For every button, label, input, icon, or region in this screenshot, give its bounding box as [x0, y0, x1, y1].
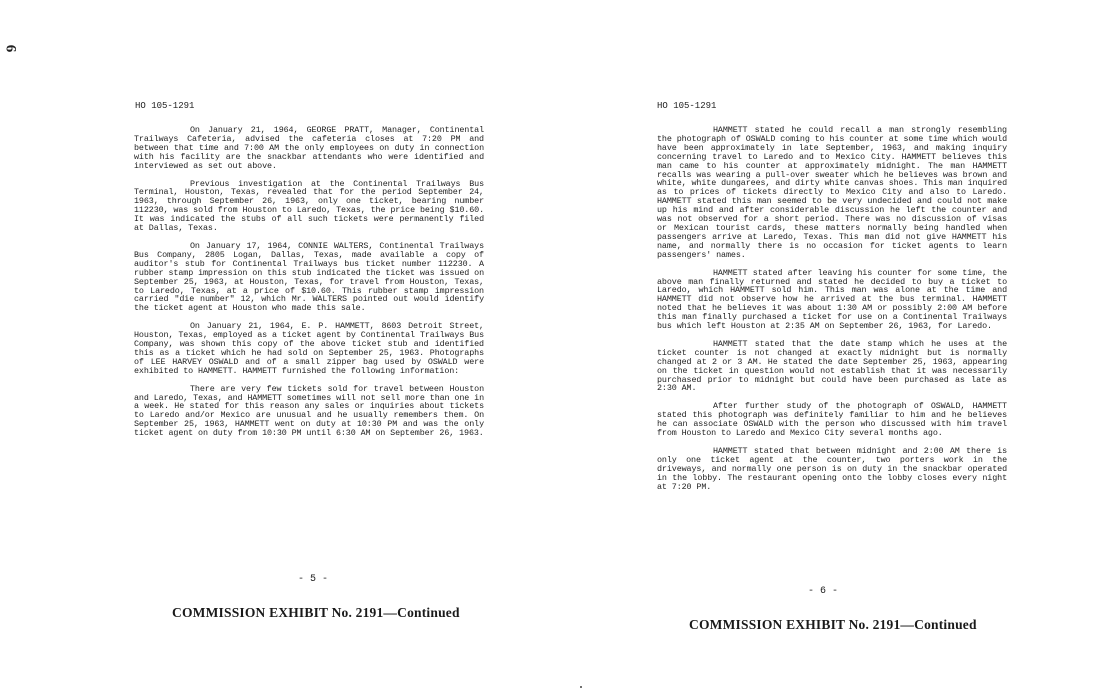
margin-page-number: 6	[2, 44, 19, 53]
scan-speck	[580, 686, 582, 688]
paragraph: HAMMETT stated that the date stamp which he uses at the ticket counter is not changed at exactly midnight but is normally changed at 2 or 3 AM. He stated the date September 25, 1963, appearing on the ticket in question would not establish that it was necessarily purchased prior to midnight but could have been purchased as late as 2:30 AM.	[657, 338, 1007, 394]
paragraph: On January 21, 1964, E. P. HAMMETT, 8603 Detroit Street, Houston, Texas, employed as a ticket agent by Continental Trailways Bus Company, was shown this copy of the above ticket stub and identified this as a ticket which he had sold on September 25, 1963. Photographs of LEE HARVEY OSWALD and of a small zipper bag used by OSWALD were exhibited to HAMMETT. HAMMETT furnished the following information:	[134, 321, 484, 376]
paragraph: Previous investigation at the Continental Trailways Bus Terminal, Houston, Texas, revealed that for the period September 24, 1963, through September 26, 1963, only one ticket, bearing number 112230, was sold from Houston to Laredo, Texas, the price being $10.60. It was indicated the stubs of all such tickets were permanently filed at Dallas, Texas.	[134, 178, 484, 234]
exhibit-caption: COMMISSION EXHIBIT No. 2191—Continued	[689, 617, 977, 632]
paragraph: There are very few tickets sold for travel between Houston and Laredo, Texas, and HAMMETT sometimes will not sell more than one in a week. He stated for this reason any sales or inquiries about tickets to Laredo and/or Mexico are unusual and he usually remembers them. On September 25, 1963, HAMMETT went on duty at 10:30 PM and was the only ticket agent on duty from 10:30 PM until 6:30 AM on September 26, 1963.	[134, 383, 484, 439]
file-number: HO 105-1291	[135, 101, 195, 111]
paragraph: HAMMETT stated after leaving his counter for some time, the above man finally returned and stated he decided to buy a ticket to Laredo, which HAMMETT sold him. This man was alone at the time and HAMMETT did not observe how he arrived at the bus terminal. HAMMETT noted that he believes it was about 1:30 AM or possibly 2:00 AM before this man finally purchased a ticket for use on a Continental Trailways bus which left Houston at 2:35 AM on September 26, 1963, for Laredo.	[657, 267, 1007, 332]
paragraph: After further study of the photograph of OSWALD, HAMMETT stated this photograph was definitely familiar to him and he believes he can associate OSWALD with the person who discussed with him travel from Houston to Laredo and Mexico City several months ago.	[657, 401, 1007, 439]
page-number: - 5 -	[298, 574, 329, 585]
page-body	[134, 126, 484, 447]
paragraph: HAMMETT stated that between midnight and 2:00 AM there is only one ticket agent at the counter, two porters work in the driveways, and normally one person is on duty in the snackbar operated in the lobby. The restaurant opening onto the lobby closes every night at 7:20 PM.	[657, 446, 1007, 492]
paragraph: On January 21, 1964, GEORGE PRATT, Manager, Continental Trailways Cafeteria, advised the cafeteria closes at 7:20 PM and between that time and 7:00 AM the only employees on duty in connection with his facility are the snackbar attendants who were identified and interviewed as set out above.	[134, 125, 484, 171]
page-right	[547, 0, 1094, 691]
page-body	[657, 126, 1007, 501]
exhibit-caption: COMMISSION EXHIBIT No. 2191—Continued	[172, 605, 460, 620]
paragraph: On January 17, 1964, CONNIE WALTERS, Continental Trailways Bus Company, 2805 Logan, Dallas, Texas, made available a copy of auditor's stub for Continental Trailways bus ticket number 112230. A rubber stamp impression on this stub indicated the ticket was issued on September 25, 1963, at Houston, Texas, for travel from Houston, Texas, to Laredo, Texas, at a price of $10.60. This rubber stamp impression carried "die number" 12, which Mr. WALTERS pointed out would identify the ticket agent at Houston who made this sale.	[134, 240, 484, 314]
page-number: - 6 -	[808, 586, 839, 597]
paragraph: HAMMETT stated he could recall a man strongly resembling the photograph of OSWALD coming to his counter at some time which would have been approximately in late September, 1963, and making inquiry concerning travel to Laredo and to Mexico City. HAMMETT believes this man came to his counter at approximately midnight. The man HAMMETT recalls was wearing a pull-over sweater which he believes was brown and white, white dungarees, and dirty white canvas shoes. This man inquired as to prices of tickets directly to Mexico City and also to Laredo. HAMMETT stated this man seemed to be very undecided and could not make up his mind and after considerable discussion he left the counter and was not observed for a short period. There was no discussion of visas or Mexican tourist cards, these matters normally being handled when passengers arrive at Laredo, Texas. This man did not give HAMMETT his name, and normally there is no occasion for ticket agents to learn passengers' names.	[657, 125, 1007, 260]
file-number: HO 105-1291	[657, 101, 717, 111]
